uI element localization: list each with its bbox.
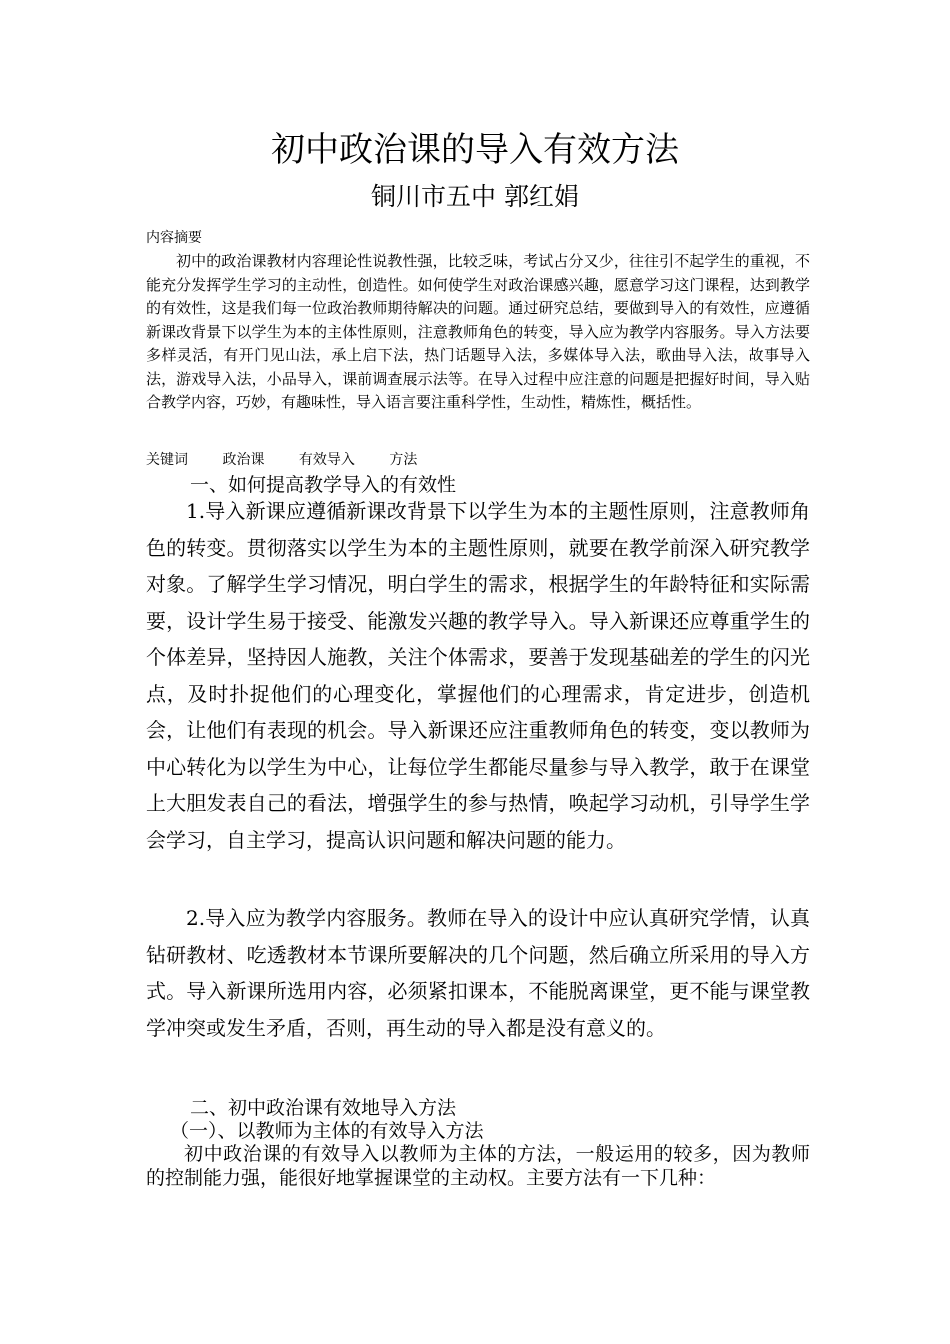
- keyword-item: 方法: [389, 452, 418, 468]
- document-title: 初中政治课的导入有效方法: [271, 130, 679, 170]
- section-1-heading: 一、如何提高教学导入的有效性: [190, 474, 457, 496]
- author-line: 铜川市五中 郭红娟: [371, 182, 579, 211]
- abstract-body: 初中的政治课教材内容理论性说教性强，比较乏味，考试占分又少，往往引不起学生的重视，不能充分发挥学生学习的主动性，创造性。如何使学生对政治课感兴趣，愿意学习这门课程，达到教学的有效性，这是我们每一位政治教师期待解决的问题。通过研究总结，要做到导入的有效性，应遵循新课改背景下以学生为本的主体性原则，注意教师角色的转变，导入应为教学内容服务。导入方法要多样灵活，有开门见山法，承上启下法，热门话题导入法，多媒体导入法，歌曲导入法，故事导入法，游戏导入法，小品导入，课前调查展示法等。在导入过程中应注意的问题是把握好时间，导入贴合教学内容，巧妙，有趣味性，导入语言要注重科学性，生动性，精炼性，概括性。: [146, 252, 810, 411]
- keywords-label: 关键词: [146, 452, 188, 468]
- section-2-heading: 二、初中政治课有效地导入方法: [190, 1097, 457, 1119]
- keyword-item: 有效导入: [298, 452, 355, 468]
- keywords-line: [146, 450, 447, 470]
- abstract-label: 内容摘要: [146, 230, 202, 246]
- section-2-subheading: （一）、以教师为主体的有效导入方法: [170, 1120, 484, 1142]
- section-2-paragraph-1: 初中政治课的有效导入以教师为主体的方法，一般运用的较多，因为教师的控制能力强，能很好地掌握课堂的主动权。主要方法有一下几种：: [146, 1143, 810, 1189]
- keyword-item: 政治课: [222, 452, 265, 468]
- section-1-paragraph-2: 2.导入应为教学内容服务。教师在导入的设计中应认真研究学情，认真钻研教材、吃透教材本节课所要解决的几个问题，然后确立所采用的导入方式。导入新课所选用内容，必须紧扣课本，不能脱离课堂，更不能与课堂教学冲突或发生矛盾，否则，再生动的导入都是没有意义的。: [146, 906, 810, 1040]
- section-1-paragraph-1: 1.导入新课应遵循新课改背景下以学生为本的主题性原则，注意教师角色的转变。贯彻落实以学生为本的主题性原则，就要在教学前深入研究教学对象。了解学生学习情况，明白学生的需求，根据学生的年龄特征和实际需要，设计学生易于接受、能激发兴趣的教学导入。导入新课还应尊重学生的个体差异，坚持因人施教，关注个体需求，要善于发现基础差的学生的闪光点，及时扑捉他们的心理变化，掌握他们的心理需求，肯定进步，创造机会，让他们有表现的机会。导入新课还应注重教师角色的转变，变以教师为中心转化为以学生为中心，让每位学生都能尽量参与导入教学，敢于在课堂上大胆发表自己的看法，增强学生的参与热情，唤起学习动机，引导学生学会学习，自主学习，提高认识问题和解决问题的能力。: [146, 499, 810, 852]
